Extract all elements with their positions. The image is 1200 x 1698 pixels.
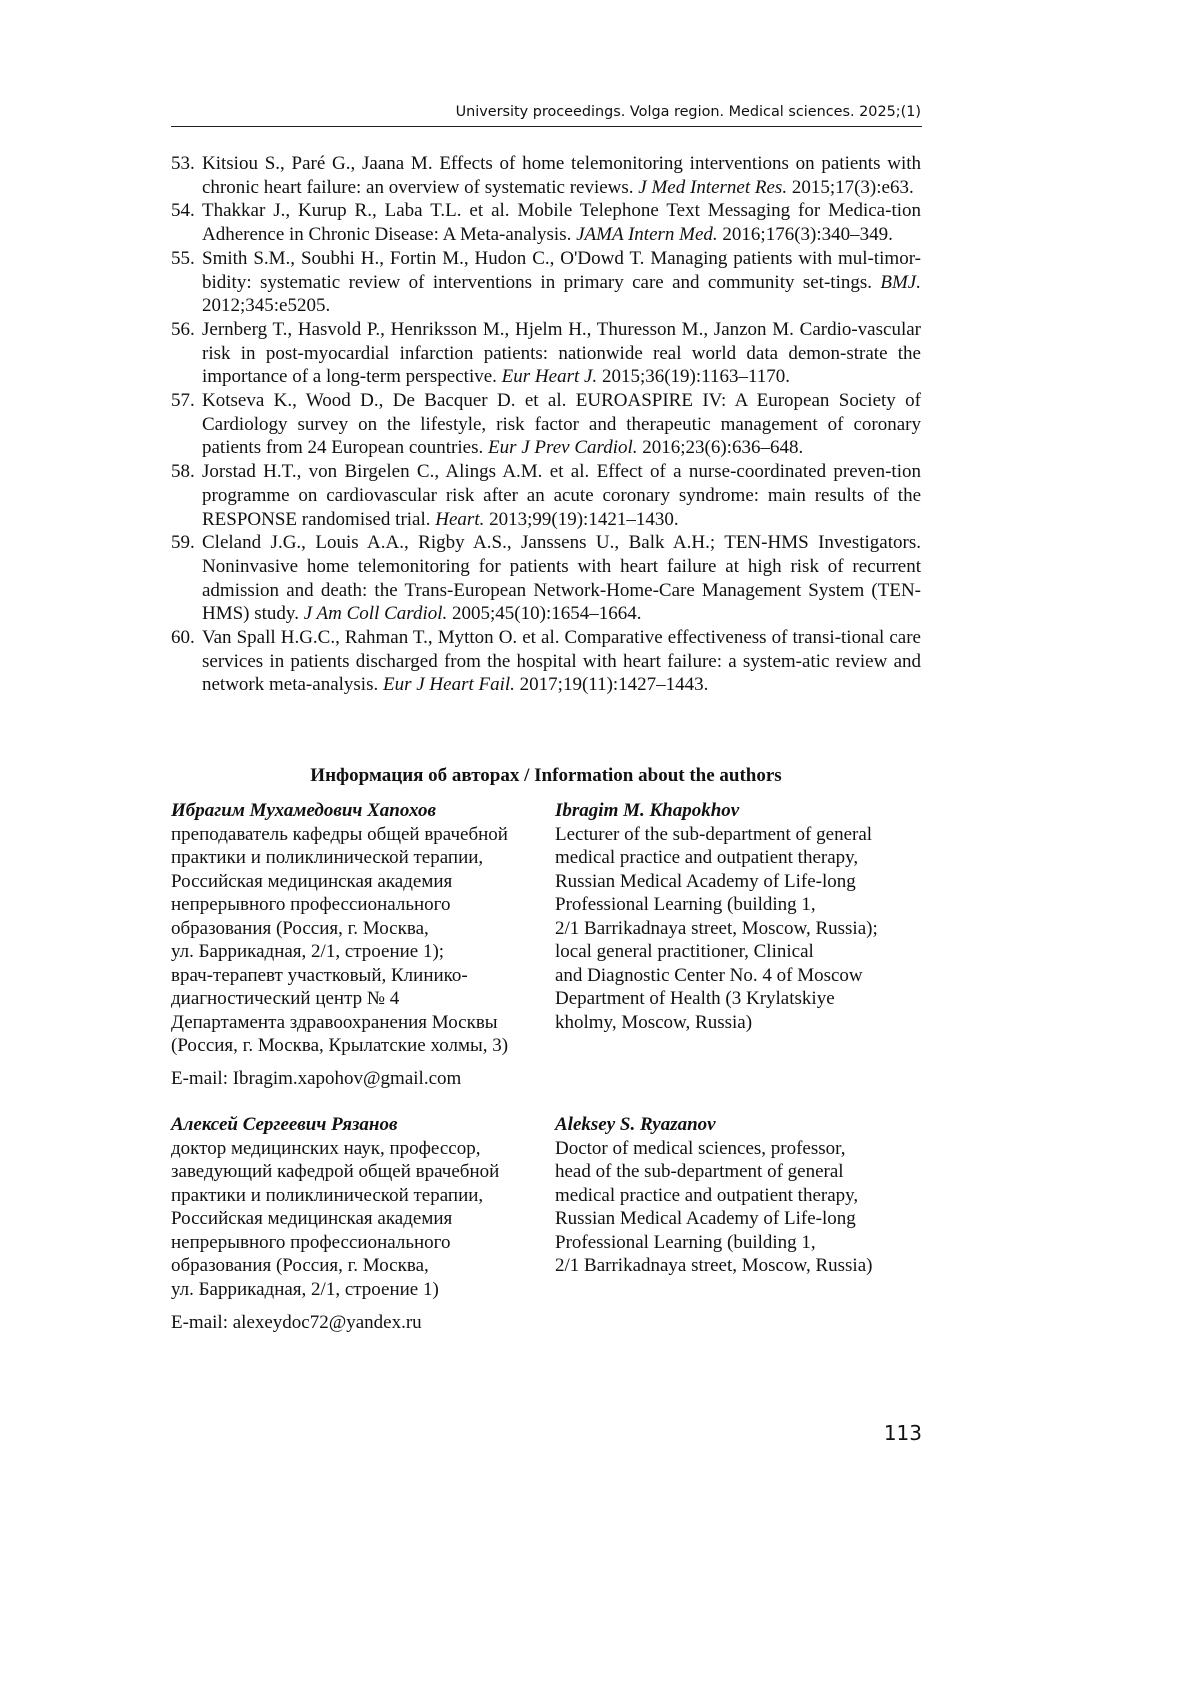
affiliation-line-ru: (Россия, г. Москва, Крылатские холмы, 3) <box>171 1035 509 1056</box>
reference-journal: BMJ. <box>880 271 921 293</box>
reference-number: 59. <box>171 532 195 554</box>
reference-journal: Eur Heart J. <box>501 366 598 388</box>
author-block <box>171 1113 921 1333</box>
reference-number: 58. <box>171 461 195 483</box>
reference-text: Kotseva K., Wood D., De Bacquer D. et al. EUROASPIRE IV: A European Society of Cardiology survey on the lifestyle, risk factor and therapeutic management of coronary patients from 24 European countries. <box>202 390 921 459</box>
reference-item <box>171 318 921 389</box>
reference-number: 56. <box>171 318 195 340</box>
affiliation-line-en: Russian Medical Academy of Life-long <box>555 870 856 892</box>
affiliation-line-ru: непрерывного профессионального <box>171 894 451 915</box>
reference-text: Van Spall H.G.C., Rahman T., Mytton O. et al. Comparative effectiveness of transi-tional care services in patients discharged from the hospital with heart failure: a system-atic review and network meta-analysis. <box>202 627 921 696</box>
authors-heading: Информация об авторах / Information about the authors <box>310 765 782 786</box>
author-ru-column <box>171 799 541 1058</box>
author-en-column <box>555 799 921 1034</box>
affiliation-line-ru: образования (Россия, г. Москва, <box>171 1255 429 1276</box>
reference-item <box>171 531 921 626</box>
affiliation-line-ru: образования (Россия, г. Москва, <box>171 917 429 939</box>
reference-text: Smith S.M., Soubhi H., Fortin M., Hudon C., O'Dowd T. Managing patients with mul-timor-bidity: systematic review of interventions in primary care and community set-tings. <box>202 247 921 293</box>
author-name-en: Ibragim M. Khapokhov <box>555 800 740 821</box>
running-head: University proceedings. Volga region. Medical sciences. 2025;(1) <box>455 104 921 120</box>
affiliation-line-ru: ул. Баррикадная, 2/1, строение 1) <box>171 1278 439 1300</box>
header-rule <box>171 126 922 127</box>
reference-citation: 2005;45(10):1654–1664. <box>447 603 642 625</box>
author-email[interactable]: E-mail: alexeydoc72@yandex.ru <box>171 1312 422 1333</box>
affiliation-line-en: medical practice and outpatient therapy, <box>555 847 859 868</box>
reference-number: 55. <box>171 247 195 269</box>
reference-citation: 2015;17(3):e63. <box>787 176 914 198</box>
affiliation-line-en: Lecturer of the sub-department of general <box>555 823 873 845</box>
affiliation-line-ru: заведующий кафедрой общей врачебной <box>171 1161 500 1182</box>
affiliation-line-en: local general practitioner, Clinical <box>555 941 814 962</box>
affiliation-line-en: head of the sub-department of general <box>555 1161 844 1182</box>
affiliation-line-en: and Diagnostic Center No. 4 of Moscow <box>555 964 863 986</box>
reference-journal: Eur J Heart Fail. <box>382 674 515 696</box>
author-email[interactable]: E-mail: Ibragim.xapohov@gmail.com <box>171 1068 462 1089</box>
page-number: 113 <box>883 1421 922 1445</box>
reference-citation: 2013;99(19):1421–1430. <box>484 508 679 530</box>
reference-item <box>171 247 921 318</box>
affiliation-line-en: Professional Learning (building 1, <box>555 1231 816 1253</box>
author-name-ru: Алексей Сергеевич Рязанов <box>171 1114 398 1135</box>
reference-number: 60. <box>171 627 195 649</box>
affiliation-line-ru: практики и поликлинической терапии, <box>171 847 484 868</box>
reference-text: Jorstad H.T., von Birgelen C., Alings A.M. et al. Effect of a nurse-coordinated preven-tion programme on cardiovascular risk after an acute coronary syndrome: main results of the RESPONSE randomised trial. <box>202 461 921 530</box>
affiliation-line-en: medical practice and outpatient therapy, <box>555 1184 859 1206</box>
affiliation-line-en: kholmy, Moscow, Russia) <box>555 1011 753 1033</box>
reference-citation: 2012;345:e5205. <box>202 295 331 317</box>
affiliation-line-ru: Департамента здравоохранения Москвы <box>171 1011 498 1033</box>
author-block <box>171 799 921 1089</box>
affiliation-line-ru: доктор медицинских наук, профессор, <box>171 1137 481 1159</box>
reference-journal: JAMA Intern Med. <box>576 224 718 246</box>
affiliation-line-ru: практики и поликлинической терапии, <box>171 1184 484 1206</box>
affiliation-line-ru: непрерывного профессионального <box>171 1231 451 1253</box>
reference-number: 57. <box>171 390 195 412</box>
reference-item <box>171 152 921 199</box>
affiliation-line-ru: преподаватель кафедры общей врачебной <box>171 823 508 845</box>
affiliation-line-ru: Российская медицинская академия <box>171 1208 453 1229</box>
reference-item <box>171 626 921 697</box>
author-en-column <box>555 1113 921 1278</box>
reference-text: Thakkar J., Kurup R., Laba T.L. et al. Mobile Telephone Text Messaging for Medica-tion Adherence in Chronic Disease: A Meta-analysis. <box>202 200 921 246</box>
reference-citation: 2015;36(19):1163–1170. <box>597 366 790 388</box>
reference-journal: J Med Internet Res. <box>638 176 788 198</box>
affiliation-line-en: Russian Medical Academy of Life-long <box>555 1208 856 1229</box>
reference-text: Cleland J.G., Louis A.A., Rigby A.S., Janssens U., Balk A.H.; TEN-HMS Investigators. Noninvasive home telemonitoring for patients with heart failure at high risk of recurrent admission and death: the Trans-European Network-Home-Care Management System (TEN-HMS) study. <box>202 532 921 625</box>
affiliation-line-en: Doctor of medical sciences, professor, <box>555 1137 846 1159</box>
reference-citation: 2017;19(11):1427–1443. <box>514 674 709 696</box>
affiliation-line-ru: диагностический центр № 4 <box>171 988 400 1009</box>
author-name-en: Aleksey S. Ryazanov <box>555 1114 716 1135</box>
affiliation-line-ru: ул. Баррикадная, 2/1, строение 1); <box>171 941 445 962</box>
reference-item <box>171 199 921 246</box>
reference-text: Jernberg T., Hasvold P., Henriksson M., Hjelm H., Thuresson M., Janzon M. Cardio-vascular risk in post-myocardial infarction patients: nationwide real world data demon-strate the importance of a long-term perspective. <box>202 318 921 388</box>
reference-journal: J Am Coll Cardiol. <box>303 603 448 625</box>
affiliation-line-ru: Российская медицинская академия <box>171 870 453 892</box>
affiliation-line-ru: врач-терапевт участковый, Клинико- <box>171 964 468 986</box>
reference-journal: Heart. <box>435 508 485 530</box>
reference-citation: 2016;23(6):636–648. <box>637 437 804 459</box>
reference-text: Kitsiou S., Paré G., Jaana M. Effects of home telemonitoring interventions on patients with chronic heart failure: an overview of systematic reviews. <box>202 153 921 198</box>
reference-journal: Eur J Prev Cardiol. <box>487 437 638 459</box>
reference-number: 54. <box>171 200 195 222</box>
author-name-ru: Ибрагим Мухамедович Хапохов <box>171 800 436 821</box>
reference-number: 53. <box>171 153 195 174</box>
reference-list <box>171 152 921 697</box>
reference-item <box>171 389 921 460</box>
affiliation-line-en: 2/1 Barrikadnaya street, Moscow, Russia) <box>555 1255 873 1276</box>
affiliation-line-en: 2/1 Barrikadnaya street, Moscow, Russia); <box>555 917 878 939</box>
affiliation-line-en: Professional Learning (building 1, <box>555 894 816 915</box>
author-ru-column <box>171 1113 541 1301</box>
reference-citation: 2016;176(3):340–349. <box>717 224 893 246</box>
reference-item <box>171 460 921 531</box>
affiliation-line-en: Department of Health (3 Krylatskiye <box>555 988 835 1009</box>
